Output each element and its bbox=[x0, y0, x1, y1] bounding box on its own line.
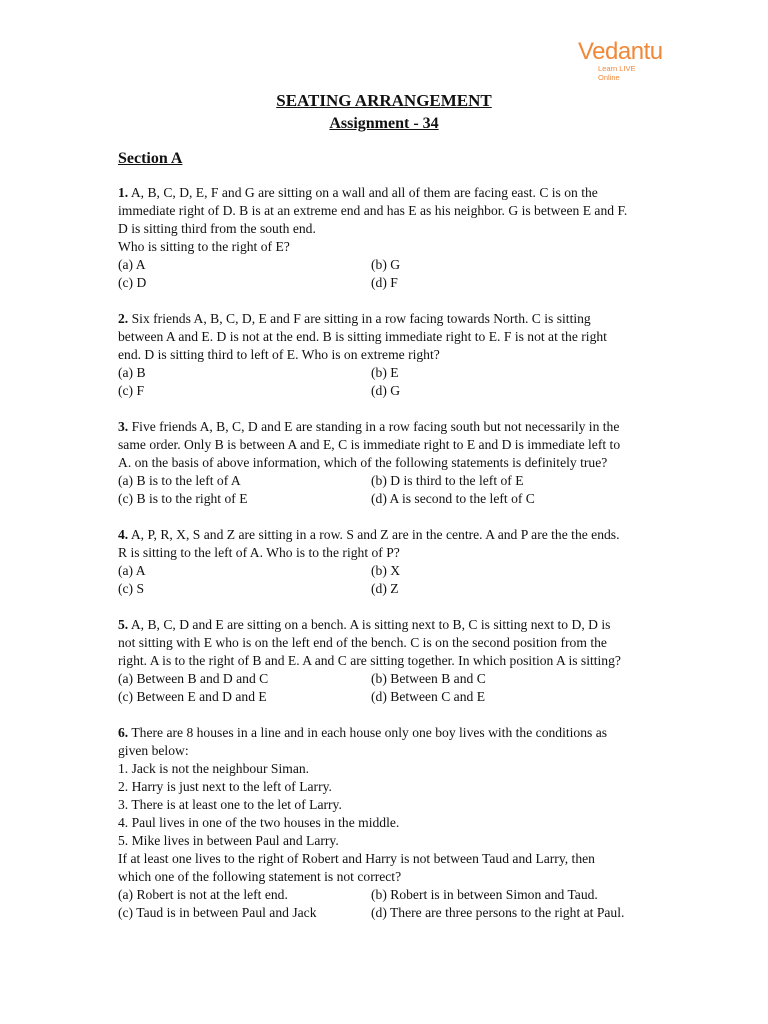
options-grid bbox=[118, 670, 648, 706]
options-grid bbox=[118, 364, 648, 400]
option-a: (a) B is to the left of A bbox=[118, 473, 241, 488]
question-3 bbox=[118, 418, 648, 508]
question-5 bbox=[118, 616, 648, 706]
option-a: (a) A bbox=[118, 563, 146, 578]
option-d: (d) There are three persons to the right at Paul. bbox=[371, 905, 625, 920]
option-d: (d) G bbox=[371, 383, 401, 398]
option-b: (b) E bbox=[371, 365, 399, 380]
question-6 bbox=[118, 724, 648, 922]
question-text: same order. Only B is between A and E, C is immediate right to E and D is immediate left to bbox=[118, 437, 621, 452]
question-text: 1. A, B, C, D, E, F and G are sitting on a wall and all of them are facing east. C is on the bbox=[118, 185, 598, 200]
option-b: (b) D is third to the left of E bbox=[371, 473, 524, 488]
option-a: (a) Robert is not at the left end. bbox=[118, 887, 288, 902]
options-grid bbox=[118, 886, 648, 922]
question-number: 5. bbox=[118, 617, 129, 632]
question-text: between A and E. D is not at the end. B is sitting immediate right to E. F is not at the right bbox=[118, 329, 607, 344]
option-c: (c) D bbox=[118, 275, 147, 290]
questions-list bbox=[118, 184, 648, 940]
option-d: (d) A is second to the left of C bbox=[371, 491, 535, 506]
question-text: 6. There are 8 houses in a line and in each house only one boy lives with the conditions as bbox=[118, 725, 608, 740]
option-c: (c) Taud is in between Paul and Jack bbox=[118, 905, 317, 920]
question-4 bbox=[118, 526, 648, 598]
question-text: 2. Six friends A, B, C, D, E and F are sitting in a row facing towards North. C is sitting bbox=[118, 311, 591, 326]
logo-wordmark: Vedantu bbox=[578, 38, 663, 65]
logo-tagline: Learn LIVE Online bbox=[598, 64, 636, 82]
document-header bbox=[0, 90, 768, 135]
options-grid bbox=[118, 562, 648, 598]
option-c: (c) B is to the right of E bbox=[118, 491, 248, 506]
option-a: (a) A bbox=[118, 257, 146, 272]
question-text: given below: bbox=[118, 743, 189, 758]
option-d: (d) Z bbox=[371, 581, 399, 596]
condition-2: 2. Harry is just next to the left of Larry. bbox=[118, 779, 332, 794]
question-text: If at least one lives to the right of Robert and Harry is not between Taud and Larry, then bbox=[118, 851, 595, 866]
options-grid bbox=[118, 472, 648, 508]
question-number: 4. bbox=[118, 527, 129, 542]
option-c: (c) S bbox=[118, 581, 145, 596]
page-subtitle: Assignment - 34 bbox=[329, 115, 439, 132]
options-grid bbox=[118, 256, 648, 292]
question-number: 3. bbox=[118, 419, 129, 434]
option-a: (a) Between B and D and C bbox=[118, 671, 269, 686]
section-heading: Section A bbox=[118, 150, 183, 167]
question-number: 2. bbox=[118, 311, 129, 326]
condition-5: 5. Mike lives in between Paul and Larry. bbox=[118, 833, 339, 848]
condition-4: 4. Paul lives in one of the two houses in the middle. bbox=[118, 815, 400, 830]
question-text: end. D is sitting third to left of E. Who is on extreme right? bbox=[118, 347, 440, 362]
option-b: (b) G bbox=[371, 257, 401, 272]
condition-1: 1. Jack is not the neighbour Siman. bbox=[118, 761, 310, 776]
question-text: 5. A, B, C, D and E are sitting on a bench. A is sitting next to B, C is sitting next to D, D is bbox=[118, 617, 611, 632]
question-text: not sitting with E who is on the left end of the bench. C is on the second position from the bbox=[118, 635, 607, 650]
option-d: (d) F bbox=[371, 275, 398, 290]
question-text: Who is sitting to the right of E? bbox=[118, 239, 290, 254]
condition-3: 3. There is at least one to the let of Larry. bbox=[118, 797, 342, 812]
question-text: R is sitting to the left of A. Who is to the right of P? bbox=[118, 545, 400, 560]
option-d: (d) Between C and E bbox=[371, 689, 486, 704]
option-c: (c) F bbox=[118, 383, 145, 398]
option-b: (b) Between B and C bbox=[371, 671, 486, 686]
page-title: SEATING ARRANGEMENT bbox=[276, 91, 492, 110]
question-text: immediate right of D. B is at an extreme end and has E as his neighbor. G is between E and F. bbox=[118, 203, 628, 218]
question-text: A. on the basis of above information, which of the following statements is definitely true? bbox=[118, 455, 608, 470]
question-number: 1. bbox=[118, 185, 129, 200]
question-text: 4. A, P, R, X, S and Z are sitting in a row. S and Z are in the centre. A and P are the the ends. bbox=[118, 527, 620, 542]
option-b: (b) Robert is in between Simon and Taud. bbox=[371, 887, 598, 902]
question-text: right. A is to the right of B and E. A and C are sitting together. In which position A is sitting? bbox=[118, 653, 621, 668]
vedantu-logo bbox=[578, 38, 663, 82]
question-text: which one of the following statement is not correct? bbox=[118, 869, 402, 884]
option-c: (c) Between E and D and E bbox=[118, 689, 267, 704]
question-2 bbox=[118, 310, 648, 400]
question-text: 3. Five friends A, B, C, D and E are standing in a row facing south but not necessarily in the bbox=[118, 419, 620, 434]
question-text: D is sitting third from the south end. bbox=[118, 221, 316, 236]
option-a: (a) B bbox=[118, 365, 146, 380]
question-number: 6. bbox=[118, 725, 129, 740]
option-b: (b) X bbox=[371, 563, 401, 578]
question-1 bbox=[118, 184, 648, 292]
